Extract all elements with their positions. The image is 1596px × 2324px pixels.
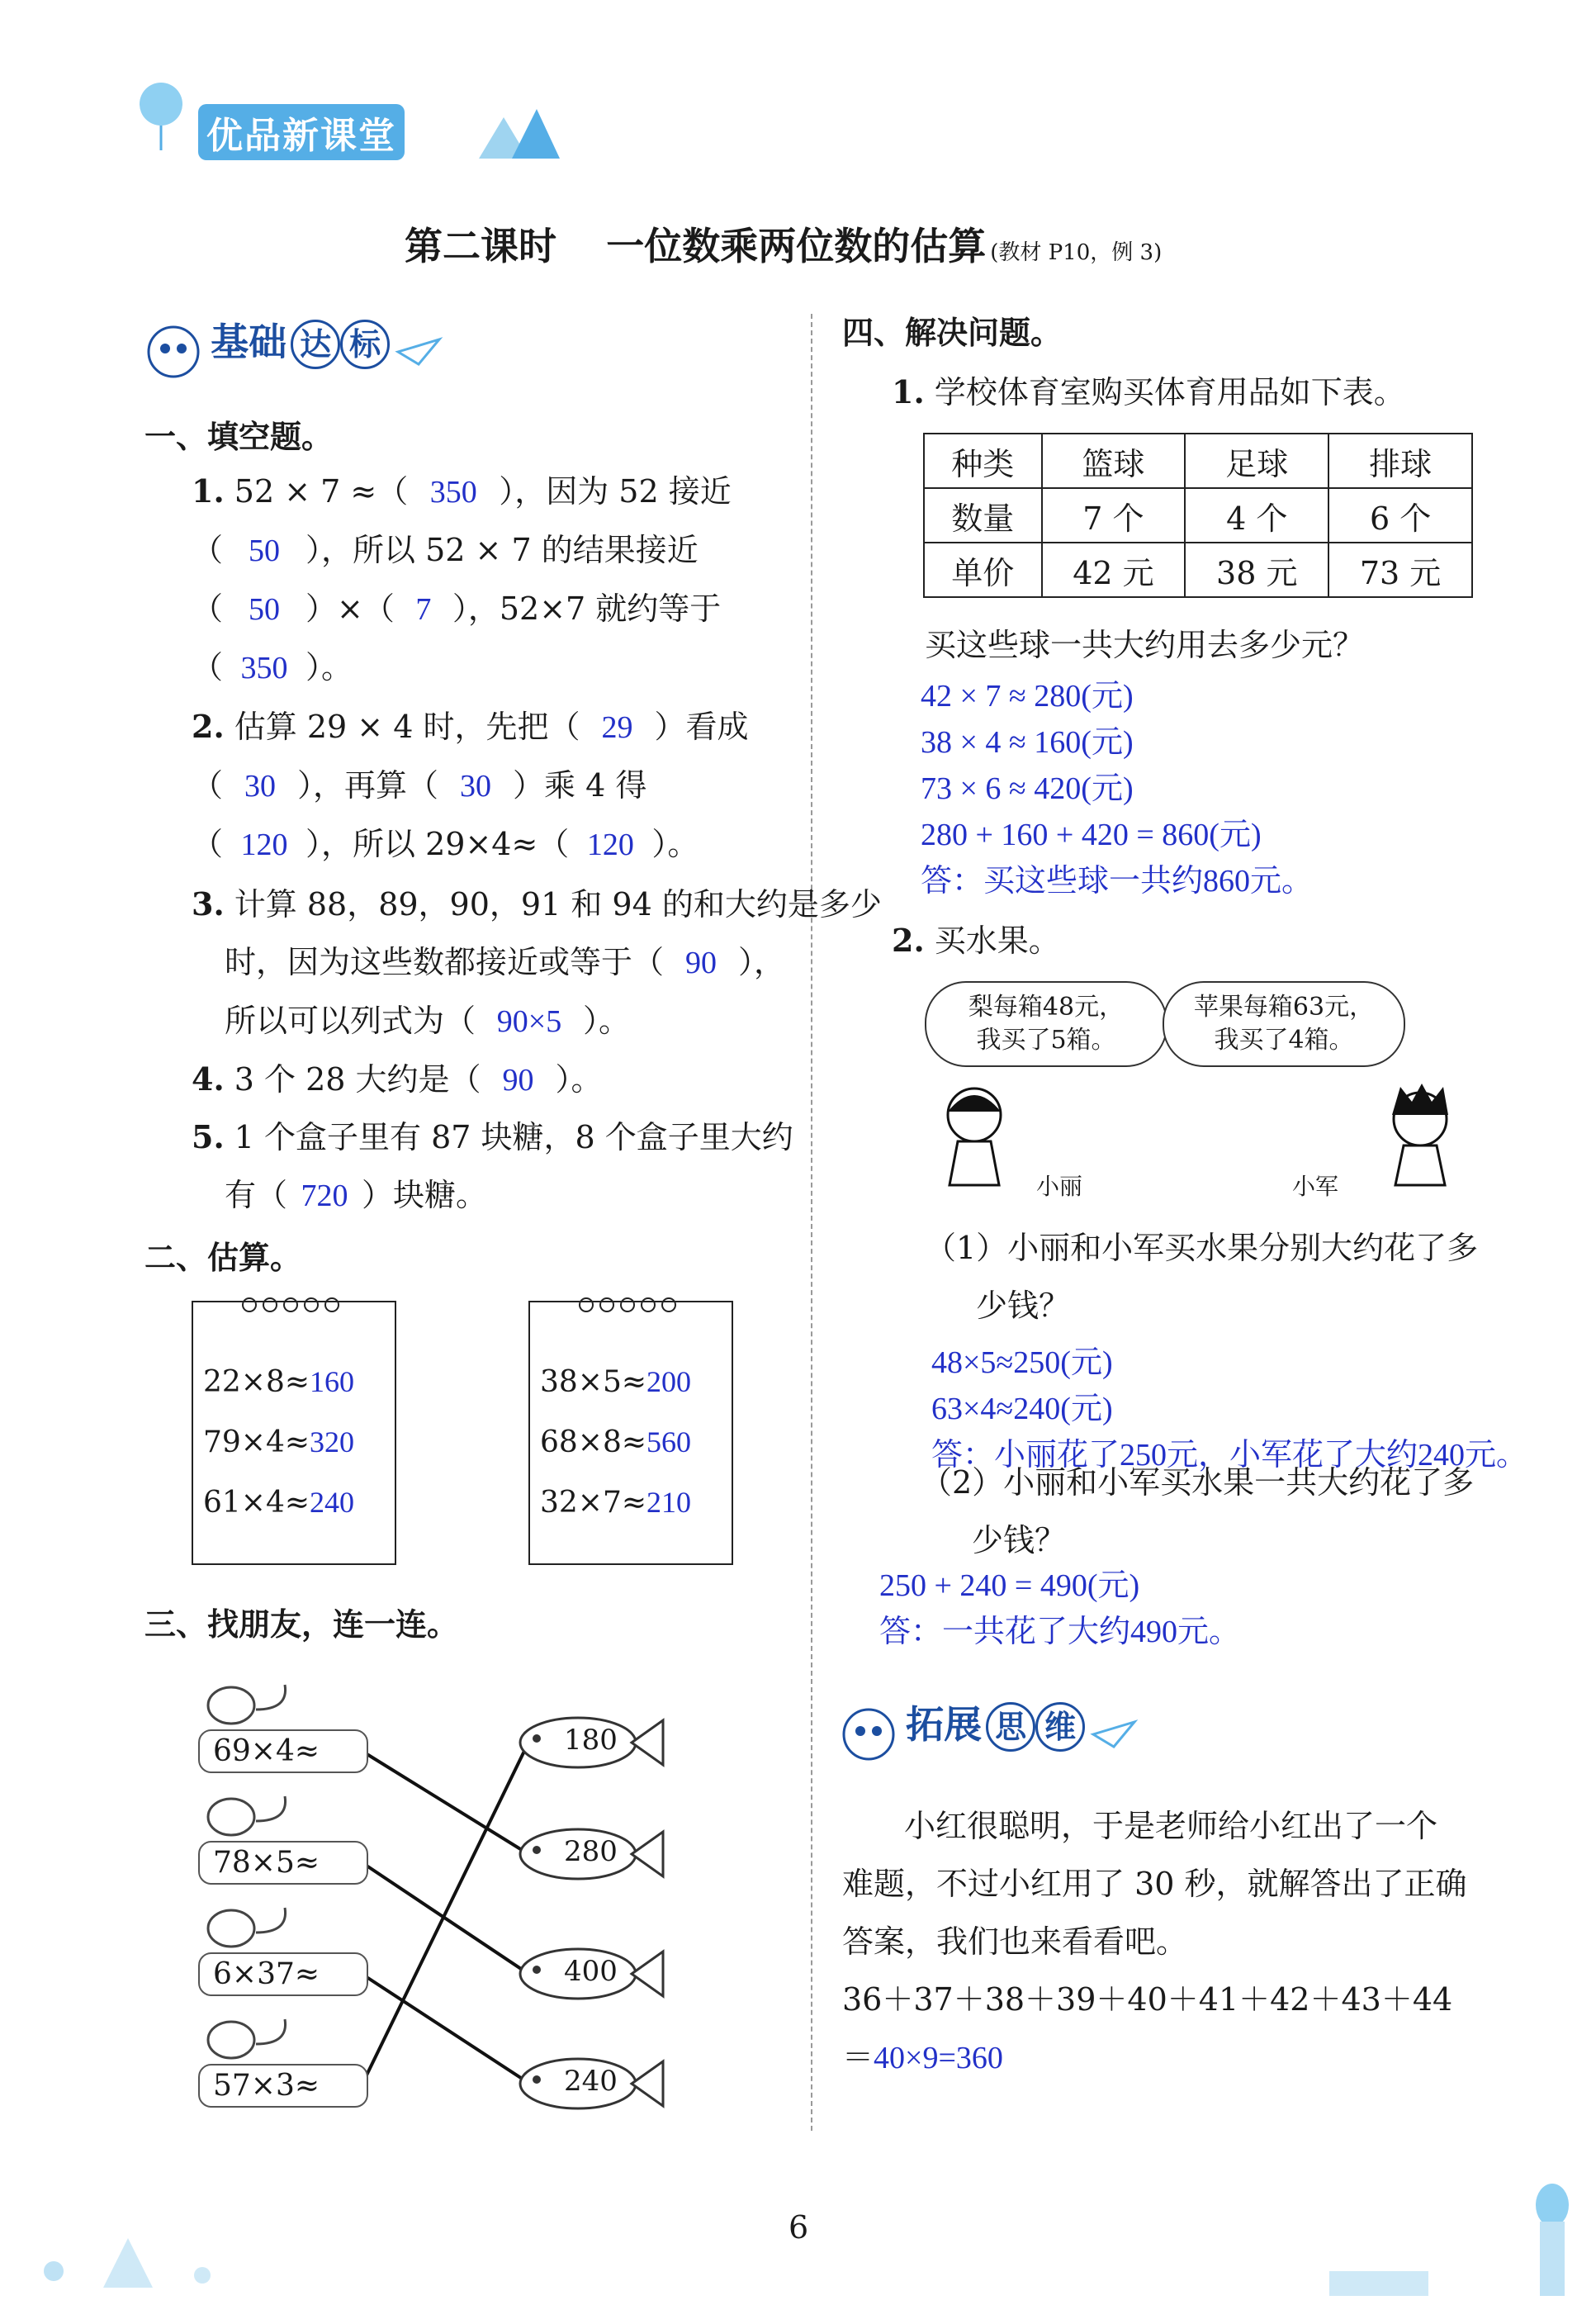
badge-extend-text: 拓展 bbox=[906, 1702, 983, 1747]
q1-text8: （ bbox=[192, 649, 224, 685]
cat-expression[interactable]: 6×37≈ bbox=[198, 1952, 368, 1996]
estimate-row bbox=[203, 1352, 354, 1412]
question-line: 少钱？ bbox=[976, 1288, 1071, 1324]
question-5 bbox=[192, 1108, 793, 1225]
speech-bubble-right bbox=[1163, 981, 1405, 1067]
question-line: （2）小丽和小军买水果一共大约花了多 bbox=[921, 1464, 1475, 1501]
q1-answer5: 350 bbox=[240, 651, 288, 685]
question-line: 少钱？ bbox=[972, 1522, 1067, 1558]
q5-text1: 1 个盒子里有 87 块糖，8 个盒子里大约 bbox=[234, 1119, 793, 1155]
badge-extend-char1: 思 bbox=[986, 1702, 1035, 1752]
estimate-row bbox=[540, 1352, 691, 1412]
extend-line: 小红很聪明，于是老师给小红出了一个 bbox=[904, 1808, 1438, 1844]
p1-intro-text: 学校体育室购买体育用品如下表。 bbox=[934, 374, 1405, 410]
extend-answer: 40×9=360 bbox=[874, 2041, 1003, 2075]
estimate-answer: 240 bbox=[310, 1486, 355, 1519]
bubble-line: 苹果每箱63元， bbox=[1193, 993, 1375, 1022]
spiral-binding-icon bbox=[241, 1292, 340, 1317]
q3-answer1: 90 bbox=[685, 946, 717, 980]
estimate-row bbox=[203, 1412, 354, 1473]
girl-character-icon bbox=[925, 1082, 1024, 1189]
cat-card bbox=[198, 1788, 368, 1885]
q4-text2: ）。 bbox=[555, 1061, 603, 1098]
estimate-answer: 160 bbox=[310, 1365, 355, 1398]
table-cell: 73 元 bbox=[1328, 543, 1472, 597]
q1-text5: （ bbox=[192, 590, 224, 627]
cat-card bbox=[198, 1677, 368, 1773]
fish-value: 400 bbox=[564, 1955, 618, 1988]
cat-expression[interactable]: 69×4≈ bbox=[198, 1729, 368, 1773]
table-row bbox=[924, 543, 1472, 597]
question-2 bbox=[192, 698, 778, 874]
question-1 bbox=[192, 462, 778, 697]
q3-text3: ）， bbox=[738, 944, 786, 980]
q5-text2: 有（ bbox=[225, 1177, 288, 1213]
table-cell: 数量 bbox=[924, 488, 1042, 543]
estimate-row bbox=[540, 1473, 691, 1533]
table-cell: 6 个 bbox=[1328, 488, 1472, 543]
extend-line: 答案，我们也来看看吧。 bbox=[842, 1923, 1188, 1960]
cat-card bbox=[198, 1900, 368, 1996]
speech-bubble-left bbox=[925, 981, 1167, 1067]
p1-work bbox=[921, 673, 1313, 904]
q2-number: 2. bbox=[192, 708, 225, 745]
paper-plane-icon bbox=[394, 335, 443, 368]
table-cell: 单价 bbox=[924, 543, 1042, 597]
q1-answer4: 7 bbox=[415, 592, 432, 627]
castle-decoration-icon bbox=[462, 92, 561, 167]
table-cell: 38 元 bbox=[1185, 543, 1328, 597]
q1-answer3: 50 bbox=[249, 592, 281, 627]
p2-title-text: 买水果。 bbox=[934, 922, 1060, 959]
estimate-row bbox=[540, 1412, 691, 1473]
work-line: 250 + 240 = 490(元) bbox=[879, 1568, 1140, 1603]
estimate-notepad-left bbox=[192, 1301, 396, 1565]
q2-answer4: 120 bbox=[240, 828, 288, 862]
footer-decoration-left-icon bbox=[21, 2197, 318, 2296]
estimate-answer: 320 bbox=[310, 1425, 355, 1458]
table-row bbox=[924, 434, 1472, 488]
cat-card bbox=[198, 2011, 368, 2108]
extend-text bbox=[842, 1797, 1467, 2087]
cat-icon bbox=[198, 1677, 305, 1726]
table-cell: 排球 bbox=[1328, 434, 1472, 488]
q1-answer1: 350 bbox=[429, 475, 477, 510]
estimate-expr: 32×7≈ bbox=[540, 1486, 647, 1520]
p2-number: 2. bbox=[892, 922, 925, 959]
question-line: （1）小丽和小军买水果分别大约花了多 bbox=[925, 1230, 1479, 1266]
matching-area bbox=[182, 1652, 694, 2139]
work-line: 答：小丽花了250元，小军花了大约240元。 bbox=[931, 1438, 1528, 1473]
page-title bbox=[405, 216, 1162, 271]
estimate-answer: 560 bbox=[646, 1425, 692, 1458]
q2-text2: ）看成 bbox=[654, 709, 749, 745]
work-line: 280 + 160 + 420 = 860(元) bbox=[921, 818, 1262, 852]
balloon-icon bbox=[132, 78, 190, 152]
q2-text1: 估算 29 × 4 时，先把（ bbox=[234, 709, 580, 745]
part1-title: 一、填空题。 bbox=[144, 419, 334, 455]
table-cell: 4 个 bbox=[1185, 488, 1328, 543]
q2-text7: ），所以 29×4≈（ bbox=[305, 826, 570, 862]
estimate-notepad-right bbox=[528, 1301, 733, 1565]
q5-number: 5. bbox=[192, 1118, 225, 1155]
work-line: 48×5≈250(元) bbox=[931, 1345, 1113, 1380]
problem-2-title bbox=[892, 912, 1060, 970]
q2-answer3: 30 bbox=[460, 769, 492, 804]
work-line: 答：买这些球一共约860元。 bbox=[921, 864, 1314, 899]
badge-basic-char1: 达 bbox=[291, 320, 340, 369]
q3-text1: 计算 88，89，90，91 和 94 的和大约是多少 bbox=[234, 886, 882, 922]
part2-title: 二、估算。 bbox=[144, 1240, 302, 1276]
bubble-line: 我买了4箱。 bbox=[1214, 1026, 1354, 1055]
extend-answer-line bbox=[842, 2028, 1467, 2087]
p1-number: 1. bbox=[892, 373, 925, 410]
q4-text1: 3 个 28 大约是（ bbox=[234, 1061, 481, 1098]
badge-extend-char2: 维 bbox=[1035, 1702, 1085, 1752]
paper-plane-icon bbox=[1089, 1718, 1139, 1751]
q1-number: 1. bbox=[192, 472, 225, 510]
estimate-answer: 210 bbox=[646, 1486, 692, 1519]
estimate-row bbox=[203, 1473, 354, 1533]
q1-text6: ）×（ bbox=[305, 590, 395, 627]
p2-sub2-question bbox=[921, 1454, 1474, 1569]
extend-line: 难题，不过小红用了 30 秒，就解答出了正确 bbox=[842, 1866, 1467, 1902]
fish-value: 180 bbox=[564, 1724, 618, 1757]
estimate-expr: 22×8≈ bbox=[203, 1365, 310, 1399]
q2-answer1: 29 bbox=[601, 710, 633, 745]
q1-text1: 52 × 7 ≈（ bbox=[234, 473, 409, 510]
table-cell: 42 元 bbox=[1042, 543, 1186, 597]
estimate-answer: 200 bbox=[646, 1365, 692, 1398]
p2-sub1-question bbox=[925, 1219, 1478, 1335]
price-table bbox=[923, 433, 1473, 598]
footer-decoration-right-icon bbox=[1305, 2180, 1585, 2304]
q1-text4: ），所以 52 × 7 的结果接近 bbox=[305, 532, 699, 568]
q1-answer2: 50 bbox=[249, 534, 281, 568]
question-4 bbox=[192, 1051, 778, 1109]
part4-title: 四、解决问题。 bbox=[842, 315, 1063, 351]
equals-sign: ＝ bbox=[842, 2039, 874, 2075]
q1-text2: ），因为 52 接近 bbox=[499, 473, 732, 510]
fish-card[interactable] bbox=[516, 2055, 665, 2113]
work-line: 63×4≈240(元) bbox=[931, 1392, 1113, 1426]
q3-number: 3. bbox=[192, 885, 225, 922]
lesson-label: 第二课时 bbox=[405, 224, 556, 268]
table-row bbox=[924, 488, 1472, 543]
table-cell: 7 个 bbox=[1042, 488, 1186, 543]
fish-value: 240 bbox=[564, 2065, 618, 2098]
fish-card[interactable] bbox=[516, 1945, 665, 2003]
bubble-line: 梨每箱48元， bbox=[968, 993, 1125, 1022]
estimate-expr: 38×5≈ bbox=[540, 1365, 647, 1399]
panda-icon bbox=[140, 319, 206, 385]
column-divider bbox=[811, 314, 812, 2131]
q1-text7: ），52×7 就约等于 bbox=[452, 590, 722, 627]
q2-text6: （ bbox=[192, 826, 224, 862]
q1-text9: ）。 bbox=[305, 649, 353, 685]
q3-answer2: 90×5 bbox=[496, 1004, 562, 1039]
cat-expression[interactable]: 57×3≈ bbox=[198, 2064, 368, 2108]
table-cell: 足球 bbox=[1185, 434, 1328, 488]
badge-basic-char2: 标 bbox=[340, 320, 390, 369]
table-cell: 篮球 bbox=[1042, 434, 1186, 488]
cat-expression[interactable]: 78×5≈ bbox=[198, 1841, 368, 1885]
badge-basic-text: 基础 bbox=[211, 320, 287, 364]
part3-title: 三、找朋友，连一连。 bbox=[144, 1606, 459, 1643]
work-line: 答：一共花了大约490元。 bbox=[879, 1615, 1241, 1649]
q5-text3: ）块糖。 bbox=[362, 1177, 488, 1213]
q2-text5: ）乘 4 得 bbox=[513, 767, 647, 804]
cat-icon bbox=[198, 1788, 305, 1838]
fish-card[interactable] bbox=[516, 1825, 665, 1883]
q3-text5: ）。 bbox=[583, 1003, 631, 1039]
q2-answer5: 120 bbox=[586, 828, 634, 862]
question-3 bbox=[192, 875, 882, 1051]
estimate-expr: 68×8≈ bbox=[540, 1425, 647, 1459]
work-line: 42 × 7 ≈ 280(元) bbox=[921, 679, 1134, 714]
p2-sub2-work bbox=[879, 1563, 1240, 1655]
name-xiaoli: 小丽 bbox=[1036, 1173, 1083, 1200]
textbook-ref: (教材 P10，例 3) bbox=[990, 240, 1163, 265]
logo-text: 优品新课堂 bbox=[198, 104, 405, 160]
page-number: 6 bbox=[789, 2209, 809, 2246]
name-xiaojun: 小军 bbox=[1292, 1173, 1339, 1200]
q5-answer1: 720 bbox=[301, 1179, 348, 1213]
q3-text4: 所以可以列式为（ bbox=[225, 1003, 476, 1039]
panda-icon bbox=[836, 1701, 902, 1767]
lesson-title: 一位数乘两位数的估算 bbox=[606, 224, 987, 268]
extend-expression: 36＋37＋38＋39＋40＋41＋42＋43＋44 bbox=[842, 1981, 1453, 2018]
work-line: 73 × 6 ≈ 420(元) bbox=[921, 771, 1134, 806]
boy-character-icon bbox=[1371, 1082, 1470, 1189]
cat-icon bbox=[198, 2011, 305, 2061]
q4-number: 4. bbox=[192, 1060, 225, 1098]
q2-text4: ），再算（ bbox=[297, 767, 439, 804]
p1-question: 买这些球一共大约用去多少元？ bbox=[925, 627, 1365, 663]
q1-text3: （ bbox=[192, 532, 224, 568]
cat-icon bbox=[198, 1900, 305, 1949]
spiral-binding-icon bbox=[578, 1292, 677, 1317]
q2-answer2: 30 bbox=[244, 769, 277, 804]
q4-answer1: 90 bbox=[502, 1063, 534, 1098]
fish-card[interactable] bbox=[516, 1714, 665, 1771]
table-cell: 种类 bbox=[924, 434, 1042, 488]
badge-basic bbox=[140, 312, 443, 385]
q2-text8: ）。 bbox=[651, 826, 699, 862]
badge-extend bbox=[836, 1695, 1139, 1767]
problem-1-intro bbox=[892, 363, 1405, 421]
fish-value: 280 bbox=[564, 1835, 618, 1868]
q3-text2: 时，因为这些数都接近或等于（ bbox=[225, 944, 665, 980]
work-line: 38 × 4 ≈ 160(元) bbox=[921, 725, 1134, 760]
estimate-expr: 61×4≈ bbox=[203, 1486, 310, 1520]
bubble-line: 我买了5箱。 bbox=[976, 1026, 1116, 1055]
q2-text3: （ bbox=[192, 767, 224, 804]
estimate-expr: 79×4≈ bbox=[203, 1425, 310, 1459]
